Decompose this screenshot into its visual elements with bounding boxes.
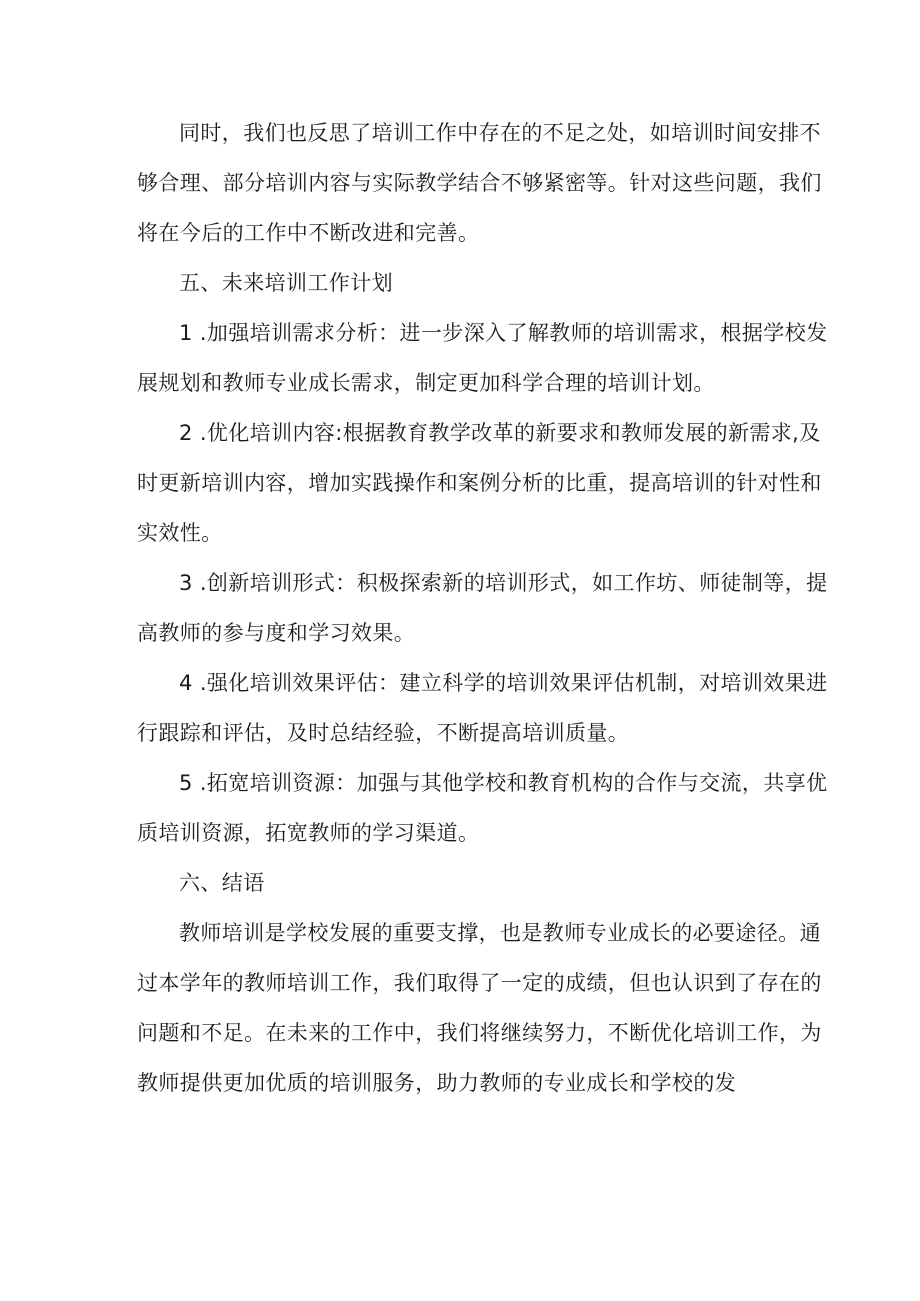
paragraph-conclusion <box>137 908 822 1108</box>
heading-text: 五、未来培训工作计划 <box>179 271 393 295</box>
section-heading-conclusion <box>137 858 797 908</box>
section-heading-future-plan <box>137 258 797 308</box>
text-line: 问题和不足。在未来的工作中，我们将继续努力，不断优化培训工作，为 <box>137 1021 822 1045</box>
text-line: 3 .创新培训形式：积极探索新的培训形式，如工作坊、师徒制等，提 <box>179 571 828 595</box>
plan-item-2 <box>137 408 822 558</box>
text-line: 教师培训是学校发展的重要支撑，也是教师专业成长的必要途径。通 <box>179 921 821 945</box>
text-line: 时更新培训内容，增加实践操作和案例分析的比重，提高培训的针对性和 <box>137 471 822 495</box>
text-line: 4 .强化培训效果评估：建立科学的培训效果评估机制，对培训效果进 <box>179 671 828 695</box>
text-line: 高教师的参与度和学习效果。 <box>137 621 416 645</box>
text-line: 1 .加强培训需求分析：进一步深入了解教师的培训需求，根据学校发 <box>179 321 828 345</box>
text-line: 质培训资源，拓宽教师的学习渠道。 <box>137 821 480 845</box>
text-line: 教师提供更加优质的培训服务，助力教师的专业成长和学校的发 <box>137 1071 737 1095</box>
text-line: 将在今后的工作中不断改进和完善。 <box>137 221 480 245</box>
text-line: 行跟踪和评估，及时总结经验，不断提高培训质量。 <box>137 721 630 745</box>
plan-item-4 <box>137 658 828 758</box>
text-line: 展规划和教师专业成长需求，制定更加科学合理的培训计划。 <box>137 371 715 395</box>
document-body <box>137 108 828 1108</box>
plan-item-5 <box>137 758 828 858</box>
text-line: 5 .拓宽培训资源：加强与其他学校和教育机构的合作与交流，共享优 <box>179 771 828 795</box>
text-line: 2 .优化培训内容:根据教育教学改革的新要求和教师发展的新需求,及 <box>179 421 821 445</box>
plan-item-1 <box>137 308 828 408</box>
text-line: 实效性。 <box>137 521 223 545</box>
text-line: 够合理、部分培训内容与实际教学结合不够紧密等。针对这些问题，我们 <box>137 171 822 195</box>
plan-item-3 <box>137 558 828 658</box>
text-line: 同时，我们也反思了培训工作中存在的不足之处，如培训时间安排不 <box>179 121 821 145</box>
paragraph-reflection <box>137 108 822 258</box>
text-line: 过本学年的教师培训工作，我们取得了一定的成绩，但也认识到了存在的 <box>137 971 822 995</box>
heading-text: 六、结语 <box>179 871 265 895</box>
